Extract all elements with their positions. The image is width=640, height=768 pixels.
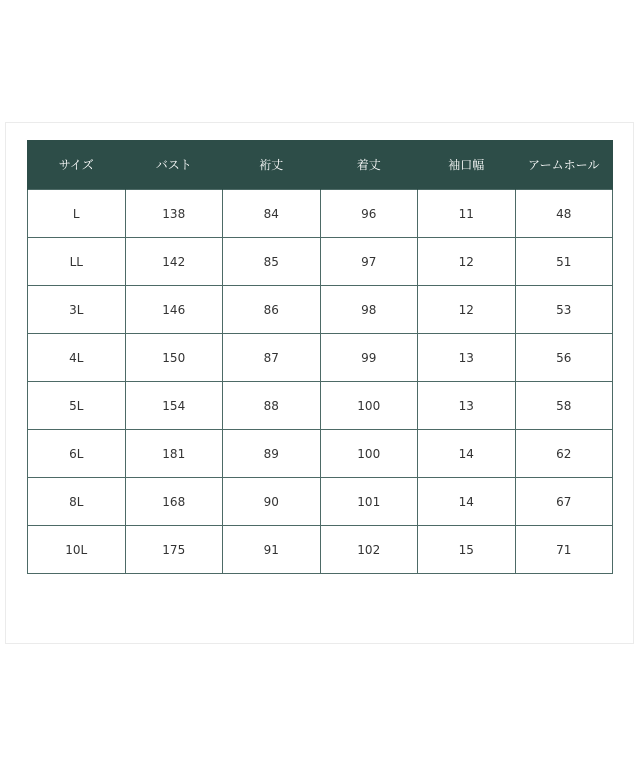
- cell-sleeve-length: 85: [223, 238, 321, 286]
- cell-size: L: [28, 190, 126, 238]
- table-row: [28, 430, 613, 478]
- cell-sleeve-length: 87: [223, 334, 321, 382]
- cell-armhole: 62: [515, 430, 613, 478]
- cell-sleeve-length: 90: [223, 478, 321, 526]
- cell-sleeve-length: 84: [223, 190, 321, 238]
- cell-bust: 138: [125, 190, 223, 238]
- cell-bust: 181: [125, 430, 223, 478]
- table-row: [28, 334, 613, 382]
- cell-size: 3L: [28, 286, 126, 334]
- cell-sleeve-length: 86: [223, 286, 321, 334]
- cell-cuff-width: 13: [418, 334, 516, 382]
- cell-cuff-width: 14: [418, 430, 516, 478]
- header-row: [28, 140, 613, 190]
- cell-bust: 168: [125, 478, 223, 526]
- cell-size: 4L: [28, 334, 126, 382]
- cell-body-length: 98: [320, 286, 418, 334]
- table-row: [28, 382, 613, 430]
- header-body-length: 着丈: [320, 140, 418, 190]
- cell-cuff-width: 13: [418, 382, 516, 430]
- cell-armhole: 53: [515, 286, 613, 334]
- cell-armhole: 56: [515, 334, 613, 382]
- table-row: [28, 286, 613, 334]
- table-row: [28, 478, 613, 526]
- cell-bust: 142: [125, 238, 223, 286]
- header-cuff-width: 袖口幅: [418, 140, 516, 190]
- table-body: [28, 190, 613, 574]
- header-sleeve-length: 裄丈: [223, 140, 321, 190]
- cell-armhole: 58: [515, 382, 613, 430]
- cell-bust: 175: [125, 526, 223, 574]
- cell-cuff-width: 15: [418, 526, 516, 574]
- cell-sleeve-length: 89: [223, 430, 321, 478]
- cell-body-length: 100: [320, 430, 418, 478]
- table-row: [28, 190, 613, 238]
- cell-body-length: 101: [320, 478, 418, 526]
- cell-body-length: 99: [320, 334, 418, 382]
- cell-bust: 146: [125, 286, 223, 334]
- table-header: [28, 140, 613, 190]
- cell-bust: 154: [125, 382, 223, 430]
- size-chart-table: [27, 140, 613, 574]
- cell-armhole: 71: [515, 526, 613, 574]
- cell-armhole: 51: [515, 238, 613, 286]
- cell-bust: 150: [125, 334, 223, 382]
- cell-armhole: 48: [515, 190, 613, 238]
- header-size: サイズ: [28, 140, 126, 190]
- cell-cuff-width: 12: [418, 286, 516, 334]
- cell-cuff-width: 11: [418, 190, 516, 238]
- cell-cuff-width: 12: [418, 238, 516, 286]
- table-row: [28, 526, 613, 574]
- cell-body-length: 102: [320, 526, 418, 574]
- cell-sleeve-length: 91: [223, 526, 321, 574]
- cell-size: 8L: [28, 478, 126, 526]
- cell-sleeve-length: 88: [223, 382, 321, 430]
- header-bust: バスト: [125, 140, 223, 190]
- header-armhole: アームホール: [515, 140, 613, 190]
- cell-size: LL: [28, 238, 126, 286]
- table-row: [28, 238, 613, 286]
- cell-size: 10L: [28, 526, 126, 574]
- cell-size: 6L: [28, 430, 126, 478]
- cell-size: 5L: [28, 382, 126, 430]
- cell-body-length: 96: [320, 190, 418, 238]
- cell-cuff-width: 14: [418, 478, 516, 526]
- cell-body-length: 97: [320, 238, 418, 286]
- cell-armhole: 67: [515, 478, 613, 526]
- cell-body-length: 100: [320, 382, 418, 430]
